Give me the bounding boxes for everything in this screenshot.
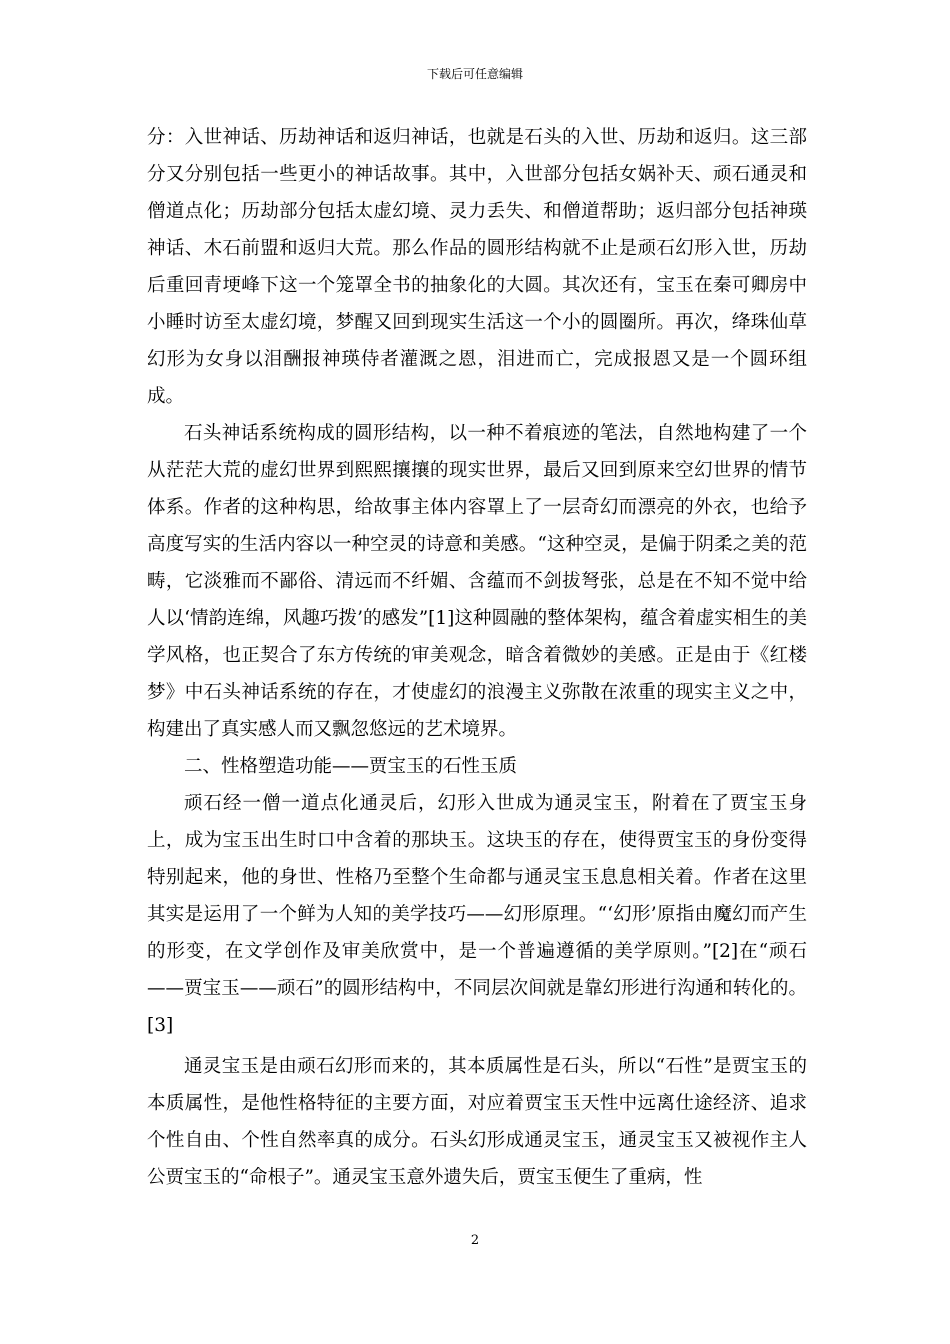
page-header bbox=[0, 64, 950, 84]
document-body bbox=[147, 119, 807, 1196]
page-footer bbox=[0, 1231, 950, 1251]
paragraph: 石头神话系统构成的圆形结构，以一种不着痕迹的笔法，自然地构建了一个从茫茫大荒的虚幻世界到熙熙攘攘的现实世界，最后又回到原来空幻世界的情节体系。作者的这种构思，给故事主体内容罩上了一层奇幻而漂亮的外衣，也给予高度写实的生活内容以一种空灵的诗意和美感。“这种空灵，是偏于阴柔之美的范畴，它淡雅而不鄙俗、清远而不纤媚、含蕴而不剑拔弩张，总是在不知不觉中给人以‘情韵连绵，风趣巧拨’的感发”[1]这种圆融的整体架构，蕴含着虚实相生的美学风格，也正契合了东方传统的审美观念，暗含着微妙的美感。正是由于《红楼梦》中石头神话系统的存在，才使虚幻的浪漫主义弥散在浓重的现实主义之中，构建出了真实感人而又飘忽悠远的艺术境界。 bbox=[147, 423, 807, 740]
section-heading: 二、性格塑造功能——贾宝玉的石性玉质 bbox=[184, 756, 518, 777]
paragraph: 通灵宝玉是由顽石幻形而来的，其本质属性是石头，所以“石性”是贾宝玉的本质属性，是他性格特征的主要方面，对应着贾宝玉天性中远离仕途经济、追求个性自由、个性自然率真的成分。石头幻形成通灵宝玉，通灵宝玉又被视作主人公贾宝玉的“命根子”。通灵宝玉意外遗失后，贾宝玉便生了重病，性 bbox=[147, 1056, 807, 1188]
page-number: 2 bbox=[470, 1233, 480, 1248]
paragraph-continued: 分：入世神话、历劫神话和返归神话，也就是石头的入世、历劫和返归。这三部分又分别包括一些更小的神话故事。其中，入世部分包括女娲补天、顽石通灵和僧道点化；历劫部分包括太虚幻境、灵力丢失、和僧道帮助；返归部分包括神瑛神话、木石前盟和返归大荒。那么作品的圆形结构就不止是顽石幻形入世，历劫后重回青埂峰下这一个笼罩全书的抽象化的大圆。其次还有，宝玉在秦可卿房中小睡时访至太虚幻境，梦醒又回到现实生活这一个小的圆圈所。再次，绛珠仙草幻形为女身以泪酬报神瑛侍者灌溉之恩，泪进而亡，完成报恩又是一个圆环组成。 bbox=[147, 127, 807, 407]
header-text: 下载后可任意编辑 bbox=[426, 67, 523, 81]
paragraph: 顽石经一僧一道点化通灵后，幻形入世成为通灵宝玉，附着在了贾宝玉身上，成为宝玉出生时口中含着的那块玉。这块玉的存在，使得贾宝玉的身份变得特别起来，他的身世、性格乃至整个生命都与通灵宝玉息息相关着。作者在这里其实是运用了一个鲜为人知的美学技巧——幻形原理。“‘幻形’原指由魔幻而产生的形变，在文学创作及审美欣赏中，是一个普遍遵循的美学原则。”[2]在“顽石——贾宝玉——顽石”的圆形结构中，不同层次间就是靠幻形进行沟通和转化的。[3] bbox=[147, 793, 807, 1036]
